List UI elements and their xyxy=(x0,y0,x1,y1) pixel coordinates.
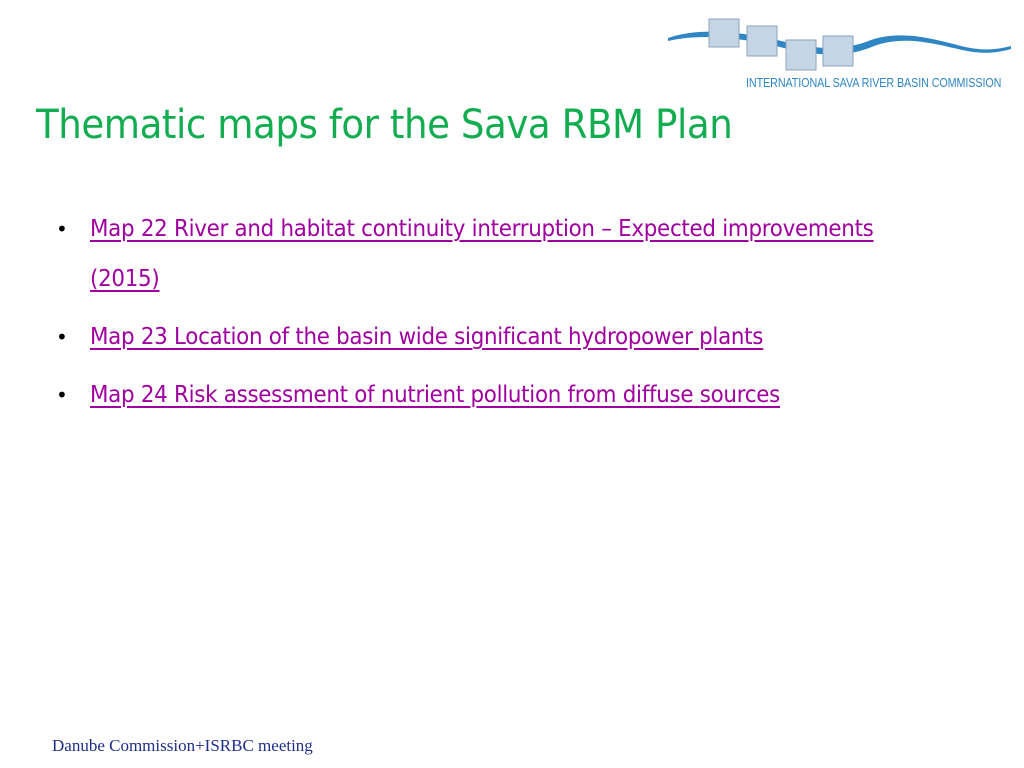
logo-square-2 xyxy=(747,26,777,56)
bullet-icon: • xyxy=(56,325,68,349)
slide-title: Thematic maps for the Sava RBM Plan xyxy=(36,102,733,148)
footer-text: Danube Commission+ISRBC meeting xyxy=(52,736,313,755)
logo-text: INTERNATIONAL SAVA RIVER BASIN COMMISSION xyxy=(746,76,1002,90)
list-item xyxy=(56,370,986,420)
sava-river-wave-icon xyxy=(666,16,1016,74)
list-item xyxy=(56,312,986,362)
logo-square-4 xyxy=(823,36,853,66)
logo-square-1 xyxy=(709,19,739,47)
map-23-link[interactable]: Map 23 Location of the basin wide significant hydropower plants xyxy=(90,324,764,350)
map-link-list xyxy=(56,204,986,428)
map-24-link[interactable]: Map 24 Risk assessment of nutrient pollution from diffuse sources xyxy=(90,382,780,408)
bullet-icon: • xyxy=(56,217,68,241)
map-22-link[interactable]: Map 22 River and habitat continuity interruption – Expected improvements (2015) xyxy=(90,216,874,292)
isrbc-logo xyxy=(666,16,1016,96)
list-item xyxy=(56,204,986,304)
logo-square-3 xyxy=(786,40,816,70)
bullet-icon: • xyxy=(56,383,68,407)
